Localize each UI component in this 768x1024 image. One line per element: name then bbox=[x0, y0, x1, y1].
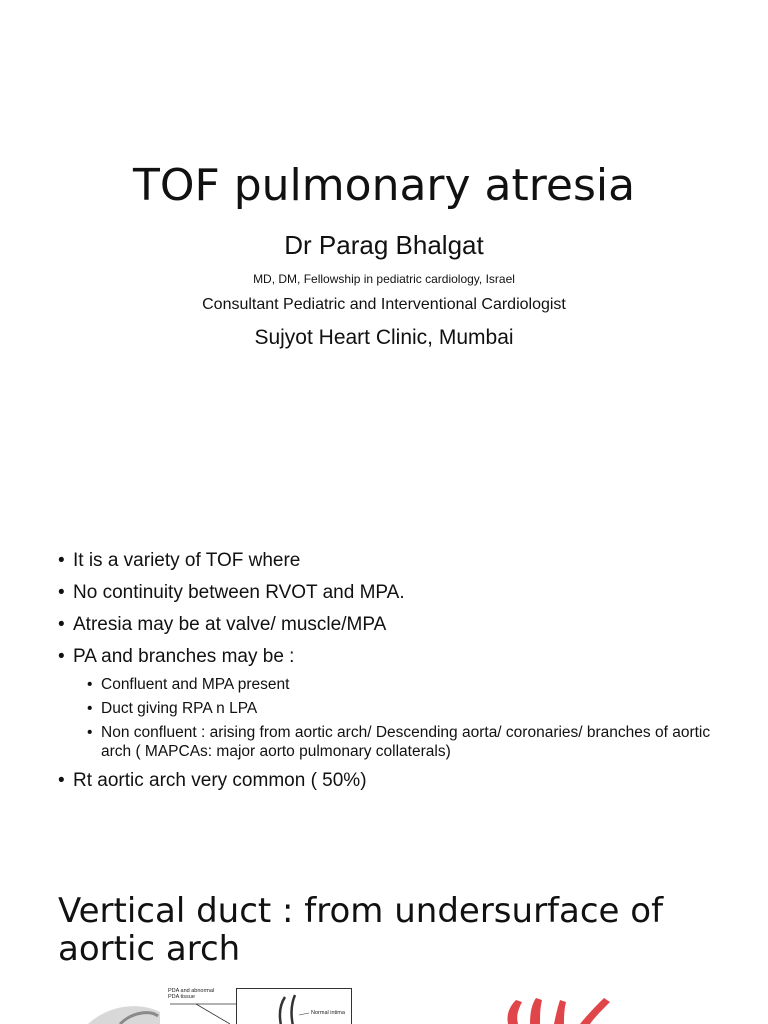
vessel-branch-red bbox=[554, 1000, 566, 1024]
figure-slide-title: Vertical duct : from undersurface of aortic arch bbox=[58, 891, 664, 969]
sub-bullet-list bbox=[73, 675, 738, 761]
slide-title: TOF pulmonary atresia bbox=[132, 160, 636, 211]
author-role: Consultant Pediatric and Interventional Cardiologist bbox=[202, 296, 566, 313]
vessel-branch-red bbox=[507, 1000, 522, 1024]
author-name: Dr Parag Bhalgat bbox=[284, 230, 484, 260]
right-vessel-illustration bbox=[0, 982, 768, 1024]
bullet-item bbox=[58, 645, 738, 761]
bullet-item-text: PA and branches may be : bbox=[73, 646, 295, 667]
author-clinic: Sujyot Heart Clinic, Mumbai bbox=[254, 326, 514, 349]
sub-bullet-item: • Non confluent : arising from aortic arch/ Descending aorta/ coronaries/ branches of aortic arch ( MAPCAs: major aorto pulmonary collaterals) bbox=[73, 723, 738, 761]
bullet-item: • No continuity between RVOT and MPA. bbox=[58, 581, 738, 605]
bullet-item: • Rt aortic arch very common ( 50%) bbox=[58, 769, 738, 793]
figure-area bbox=[0, 982, 768, 1024]
author-credentials: MD, DM, Fellowship in pediatric cardiology, Israel bbox=[253, 272, 515, 286]
pda-label: PDA and abnormal PDA tissue bbox=[168, 988, 215, 1000]
bullet-item: • Atresia may be at valve/ muscle/MPA bbox=[58, 613, 738, 637]
sub-bullet-item: • Confluent and MPA present bbox=[73, 675, 738, 694]
bullet-list bbox=[58, 549, 738, 801]
sub-bullet-item: • Duct giving RPA n LPA bbox=[73, 699, 738, 718]
vessel-branch-red bbox=[580, 998, 610, 1024]
intima-label: Normal intima bbox=[311, 1010, 345, 1016]
bullet-item: • It is a variety of TOF where bbox=[58, 549, 738, 573]
vessel-branch-red bbox=[530, 998, 542, 1024]
